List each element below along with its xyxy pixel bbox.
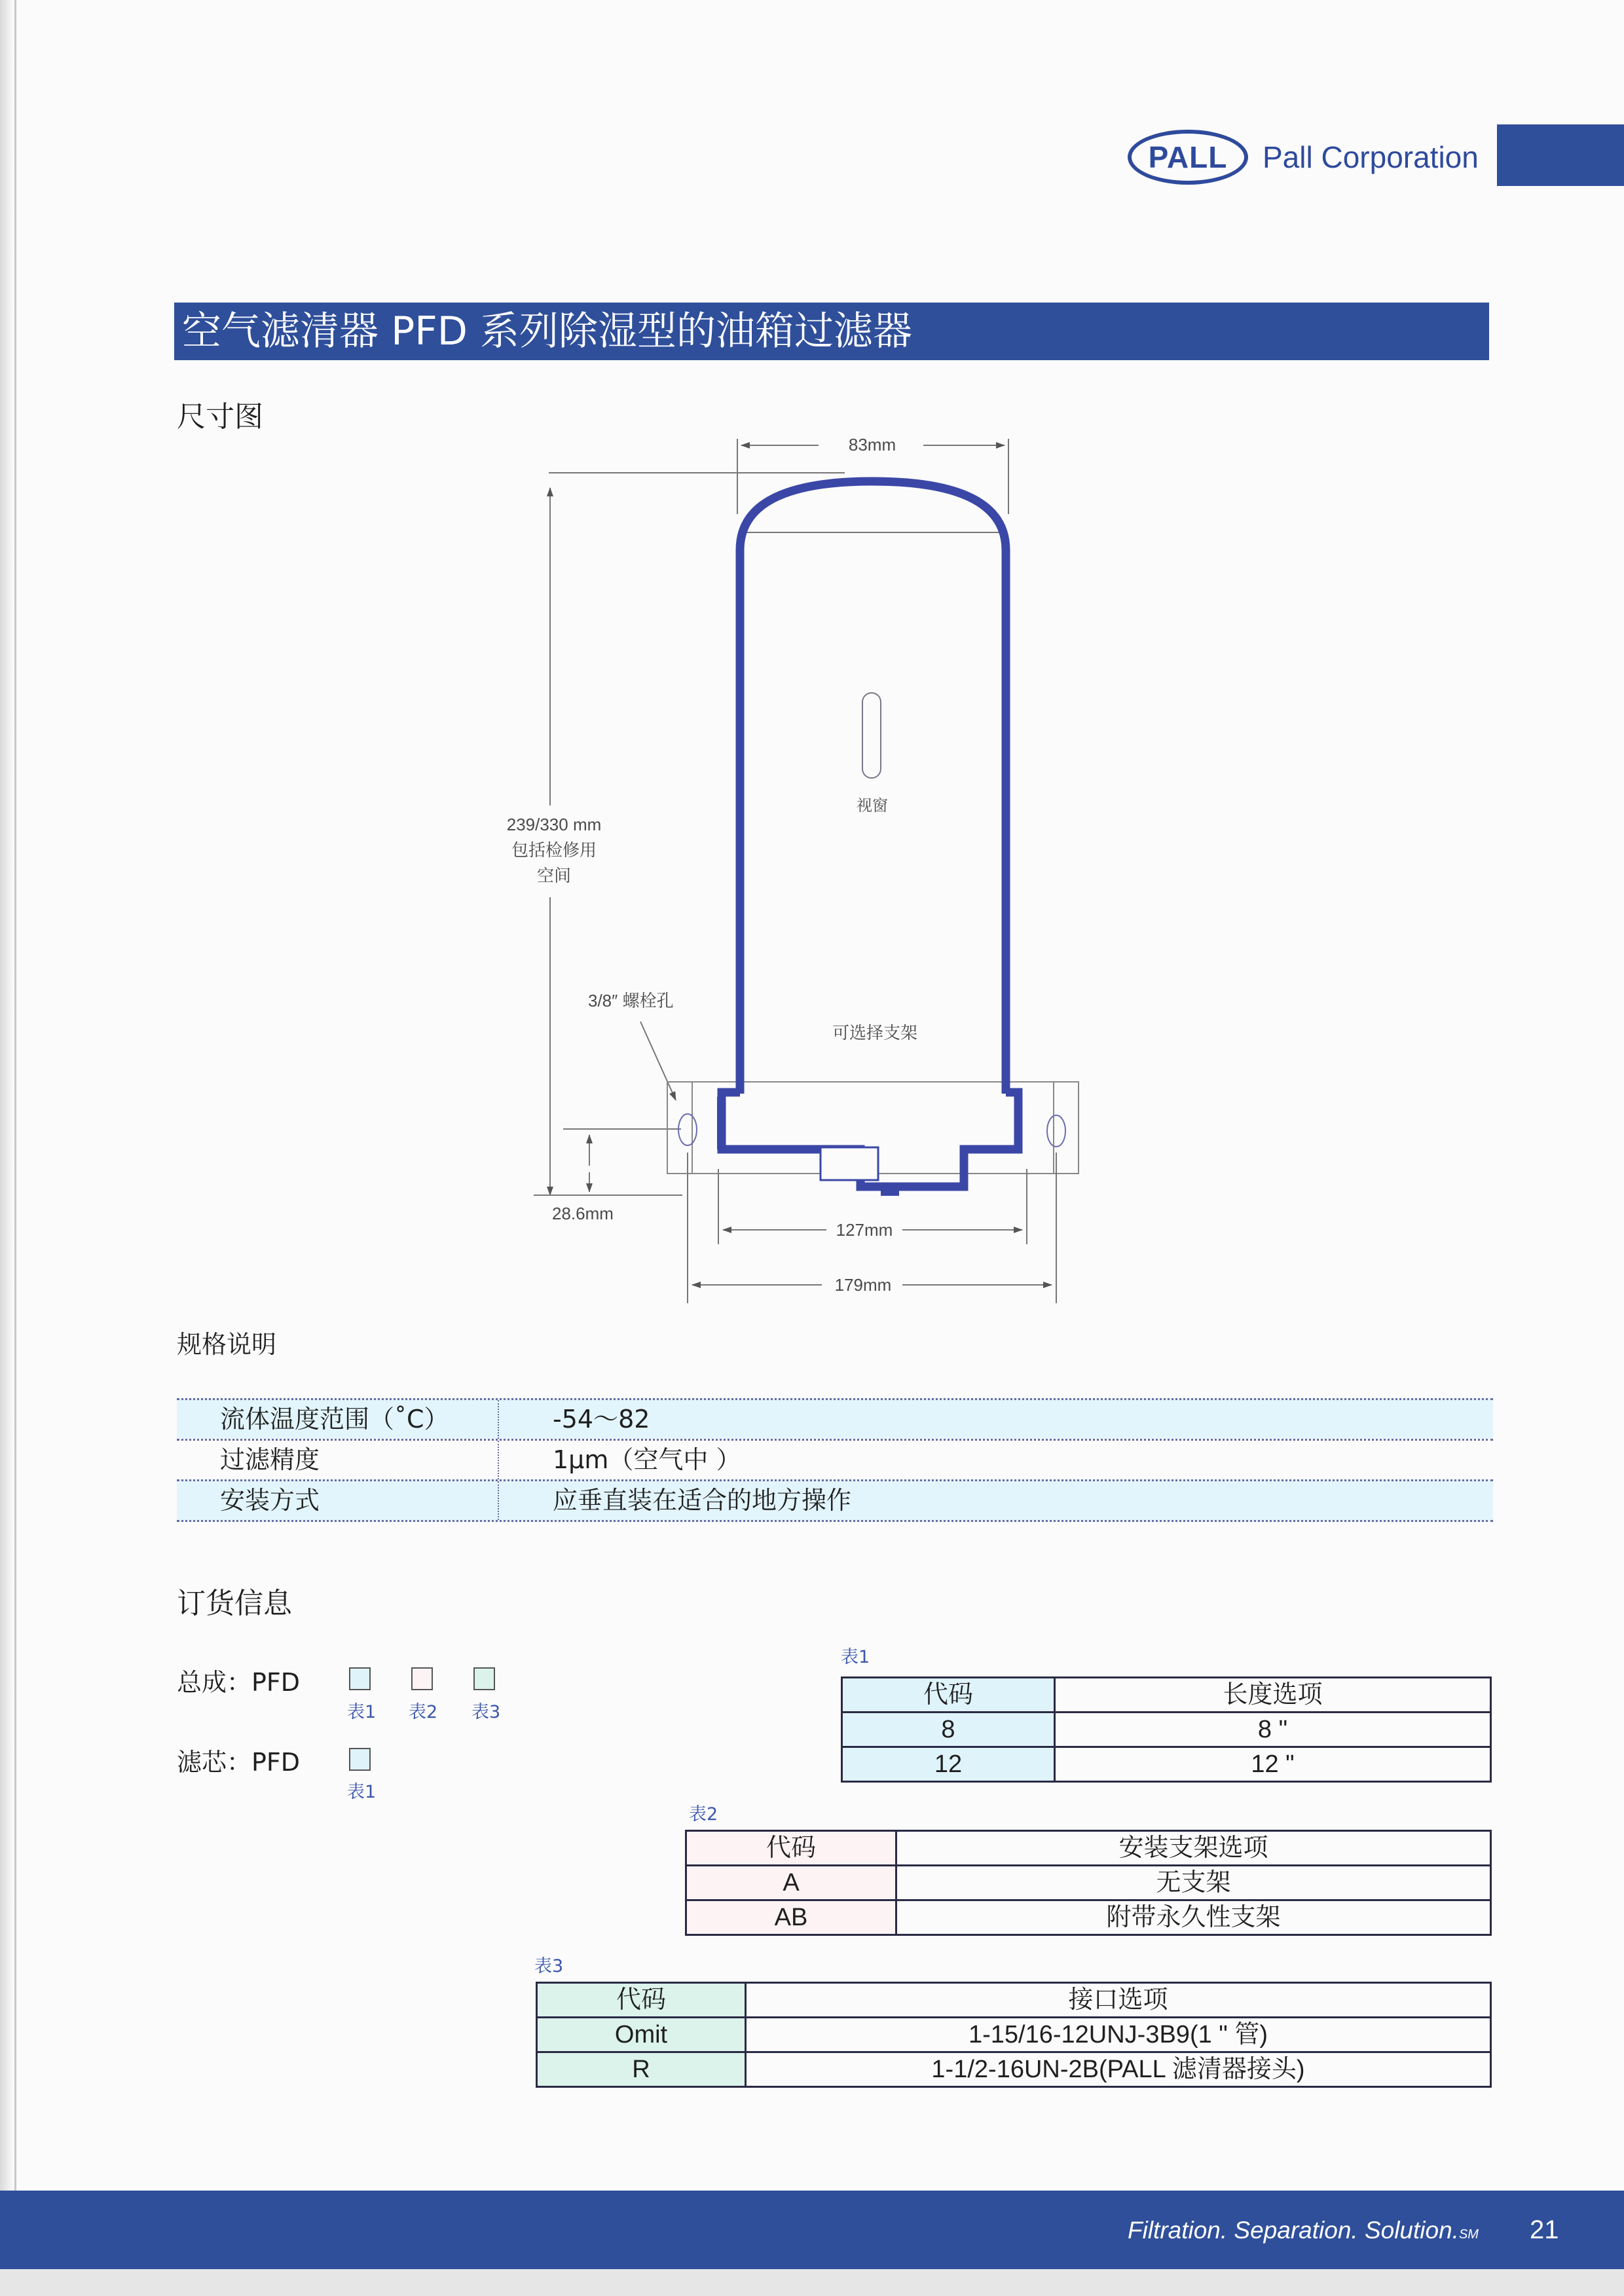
table2-caption: 表2 (689, 1804, 718, 1824)
spec-table (177, 1398, 1493, 1522)
page-number: 21 (1530, 2215, 1559, 2244)
code-box-caption: 表3 (471, 1702, 501, 1722)
inner-width-label: 127mm (836, 1220, 893, 1240)
sight-window-label: 视窗 (857, 797, 888, 815)
assembly-code-label: 总成：PFD (177, 1668, 301, 1697)
table-row (686, 1866, 1491, 1900)
table-row (686, 1900, 1491, 1935)
spec-heading: 规格说明 (177, 1330, 277, 1359)
table-row (842, 1713, 1491, 1747)
logo-mark-text: PALL (1148, 140, 1228, 174)
optional-bracket-label: 可选择支架 (832, 1023, 918, 1043)
code-cell: 8 (842, 1713, 1055, 1747)
table-row (537, 2018, 1491, 2052)
table-header-row (842, 1678, 1491, 1713)
binding-line (14, 0, 16, 2296)
code-box-caption: 表1 (347, 1782, 377, 1802)
spec-key: 流体温度范围（˚C） (177, 1400, 499, 1439)
pall-logo-icon (1128, 130, 1248, 185)
bolt-hole-label: 3/8″ 螺栓孔 (588, 991, 674, 1010)
top-width-label: 83mm (848, 435, 896, 454)
option-cell: 1-1/2-16UN-2B(PALL 滤清器接头) (746, 2052, 1491, 2087)
code-box-table3 (473, 1667, 495, 1690)
ordering-heading: 订货信息 (177, 1587, 292, 1620)
header-cell: 长度选项 (1055, 1678, 1491, 1713)
company-name: Pall Corporation (1263, 140, 1479, 174)
code-cell: AB (686, 1900, 896, 1935)
spec-value: 1μm（空气中 ） (553, 1445, 741, 1474)
table-header-row (537, 1983, 1491, 2018)
company-logo (1128, 126, 1479, 189)
slogan-text: Filtration. Separation. Solution. (1128, 2217, 1459, 2244)
service-mark: SM (1458, 2227, 1479, 2242)
height-label: 239/330 mm (506, 815, 602, 834)
option-cell: 12 " (1055, 1747, 1491, 1782)
spec-row (177, 1479, 1493, 1522)
code-cell: Omit (537, 2018, 746, 2052)
option-cell: 1-15/16-12UNJ-3B9(1 " 管) (746, 2018, 1491, 2052)
outer-width-label: 179mm (834, 1275, 892, 1295)
table3-caption: 表3 (534, 1956, 564, 1976)
element-code-label: 滤芯：PFD (177, 1748, 301, 1777)
header-cell: 代码 (686, 1831, 896, 1866)
port-options-table (536, 1982, 1492, 2088)
header-cell: 代码 (842, 1678, 1055, 1713)
code-cell: A (686, 1866, 896, 1900)
code-cell: 12 (842, 1747, 1055, 1782)
code-box-table1 (349, 1748, 371, 1771)
option-cell: 8 " (1055, 1713, 1491, 1747)
header-cell: 安装支架选项 (896, 1831, 1491, 1866)
height-note-line1: 包括检修用 (511, 840, 597, 860)
table-header-row (686, 1831, 1491, 1866)
spec-value: -54～82 (553, 1405, 650, 1434)
base-offset-label: 28.6mm (552, 1204, 614, 1223)
dimension-heading: 尺寸图 (177, 400, 263, 434)
code-box-caption: 表2 (409, 1702, 438, 1722)
table-row (537, 2052, 1491, 2087)
spec-row (177, 1398, 1493, 1439)
header-cell: 代码 (537, 1983, 746, 2018)
height-note-line2: 空间 (536, 866, 572, 885)
option-cell: 无支架 (896, 1866, 1491, 1900)
page-title: 空气滤清器 PFD 系列除湿型的油箱过滤器 (174, 303, 1489, 360)
code-cell: R (537, 2052, 746, 2087)
code-box-table2 (411, 1667, 433, 1690)
code-box-caption: 表1 (347, 1702, 377, 1722)
page-bottom-edge (0, 2269, 1624, 2296)
length-options-table (841, 1676, 1492, 1783)
bracket-options-table (685, 1830, 1492, 1936)
page-binding-edge (0, 0, 14, 2296)
spec-value: 应垂直装在适合的地方操作 (553, 1486, 852, 1515)
header-cell: 接口选项 (746, 1983, 1491, 2018)
footer-slogan (1128, 2217, 1479, 2244)
table-row (842, 1747, 1491, 1782)
spec-key: 过滤精度 (177, 1441, 499, 1479)
spec-row (177, 1439, 1493, 1479)
option-cell: 附带永久性支架 (896, 1900, 1491, 1935)
table1-caption: 表1 (841, 1647, 870, 1667)
spec-key: 安装方式 (177, 1481, 499, 1520)
header-color-band (1497, 124, 1624, 186)
code-box-table1 (349, 1667, 371, 1690)
